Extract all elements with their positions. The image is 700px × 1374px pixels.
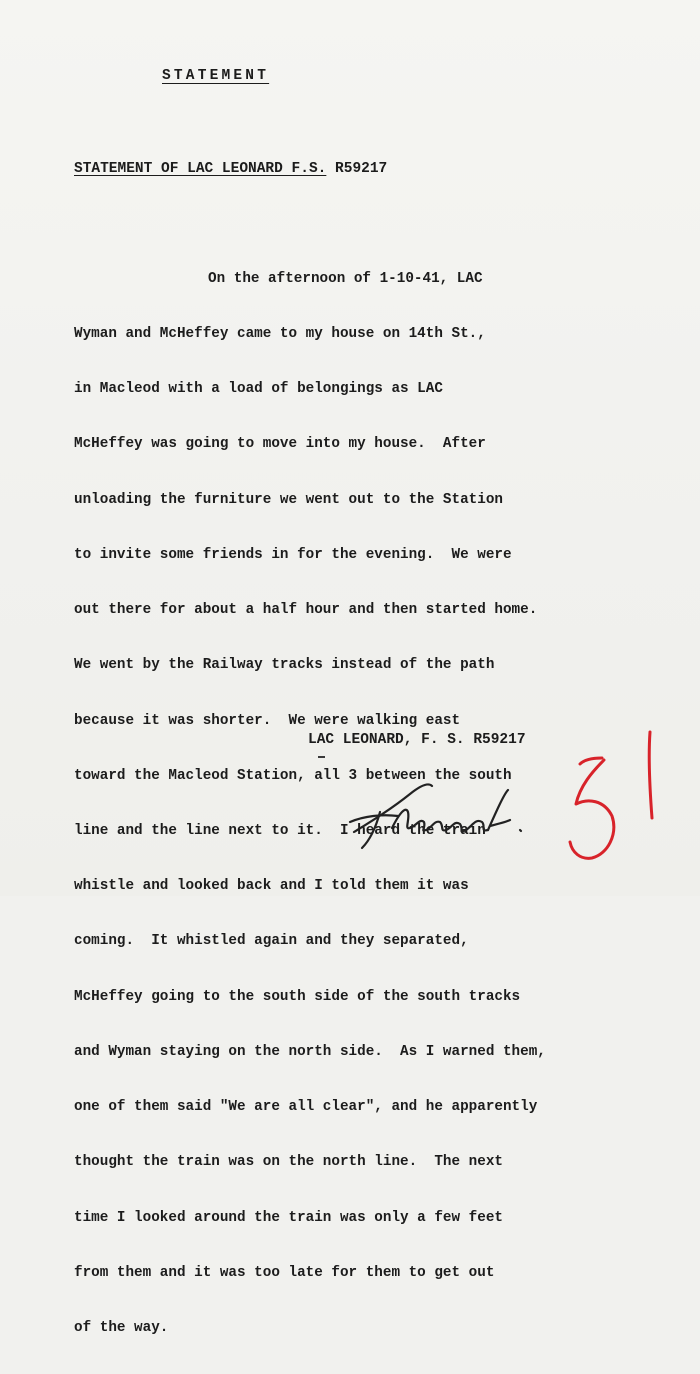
body-line: line and the line next to it. I heard the train bbox=[74, 823, 486, 839]
body-line bbox=[74, 270, 546, 288]
signature-block: LAC LEONARD, F. S. R59217 bbox=[308, 732, 526, 748]
body-line: out there for about a half hour and then started home. bbox=[74, 602, 538, 619]
body-line: whistle and looked back and I told them it was bbox=[74, 878, 469, 895]
handwritten-page-number bbox=[562, 724, 672, 874]
handwritten-signature bbox=[340, 772, 540, 856]
body-line: toward the Macleod Station, all 3 between the south bbox=[74, 767, 512, 784]
body-line: from them and it was too late for them to get out bbox=[74, 1264, 495, 1281]
subheading-tail-text: R59217 bbox=[326, 161, 388, 177]
body-line: unloading the furniture we went out to the Station bbox=[74, 491, 503, 508]
statement-subheading bbox=[74, 161, 387, 177]
body-line: coming. It whistled again and they separated, bbox=[74, 933, 469, 950]
body-line: Wyman and McHeffey came to my house on 14th St., bbox=[74, 326, 486, 343]
body-line: McHeffey going to the south side of the south tracks bbox=[74, 988, 521, 1005]
typed-mark bbox=[318, 756, 325, 758]
body-line: thought the train was on the north line. The next bbox=[74, 1154, 503, 1171]
subheading-underlined-text: STATEMENT OF LAC LEONARD F.S. bbox=[74, 161, 327, 177]
body-line: McHeffey was going to move into my house. After bbox=[74, 436, 486, 453]
body-line: one of them said "We are all clear", and he apparently bbox=[74, 1099, 538, 1116]
document-heading: STATEMENT bbox=[162, 68, 270, 84]
body-line: of the way. bbox=[74, 1319, 169, 1336]
body-line-text: On the afternoon of 1-10-41, LAC bbox=[208, 270, 483, 287]
body-line: time I looked around the train was only a few feet bbox=[74, 1209, 503, 1226]
body-line: and Wyman staying on the north side. As I warned them, bbox=[74, 1043, 546, 1060]
body-line: We went by the Railway tracks instead of the path bbox=[74, 657, 495, 674]
body-line: because it was shorter. We were walking east bbox=[74, 712, 461, 729]
body-line: in Macleod with a load of belongings as LAC bbox=[74, 381, 443, 398]
body-line: to invite some friends in for the evening. We were bbox=[74, 546, 512, 563]
